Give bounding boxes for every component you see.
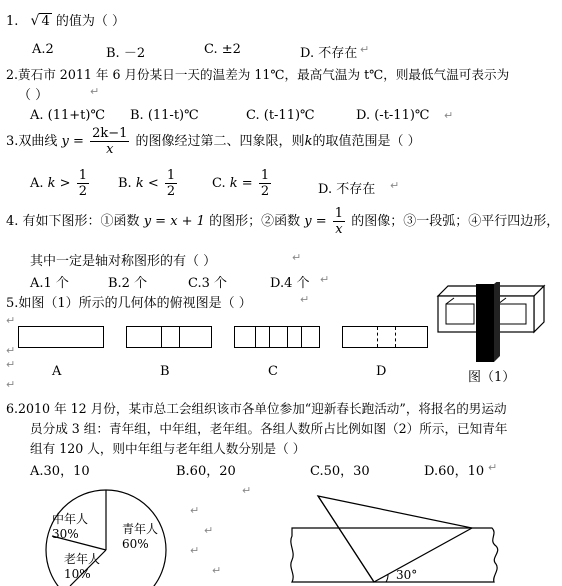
- q1-option-c: C. ±2: [204, 42, 241, 57]
- q4-line2: 其中一定是轴对称图形的有（ ）: [30, 254, 217, 269]
- q3-text: 的图像经过第二、四象限，则: [135, 134, 305, 149]
- return-mark: ↵: [360, 43, 370, 56]
- geometric-solid-figure: [432, 282, 554, 364]
- q4-stem: [6, 206, 559, 237]
- return-mark: ↵: [204, 524, 214, 537]
- q2-option-c: C. (t-11)℃: [246, 108, 315, 123]
- return-mark: ↵: [292, 251, 302, 264]
- q4-option-b: B.2 个: [108, 276, 148, 291]
- return-mark: ↵: [190, 504, 200, 517]
- q1-option-d: D. 不存在: [300, 46, 358, 61]
- q4-option-a: A.1 个: [30, 276, 69, 291]
- angle-label: 30°: [396, 568, 418, 582]
- q1-option-b: B. －2: [106, 46, 146, 61]
- return-mark: ↵: [6, 358, 16, 371]
- q2-line1: 2.黄石市 2011 年 6 月份某日一天的温差为 11℃，最高气温为 t℃，则最低气温可表示为: [6, 67, 510, 82]
- function-2: y =: [304, 214, 327, 229]
- q5-stem: 5.如图（1）所示的几何体的俯视图是（ ）: [6, 296, 252, 311]
- option-a-top-view: [18, 326, 104, 348]
- return-mark: ↵: [6, 314, 16, 327]
- q4-text: 的图形；②函数: [209, 214, 301, 229]
- sqrt-expression: √ 4: [30, 13, 50, 29]
- fraction-numerator: 2k−1: [92, 126, 128, 141]
- half-fraction: $\frac{1}{2}$: [260, 168, 270, 199]
- label-c: C: [268, 364, 278, 379]
- q1-question-text: 的值为（ ）: [55, 14, 126, 29]
- half-fraction: $\frac{1}{2}$: [78, 168, 87, 199]
- return-mark: ↵: [190, 544, 200, 557]
- return-mark: ↵: [444, 109, 454, 122]
- return-mark: ↵: [6, 344, 16, 357]
- q3-fraction: [90, 126, 129, 157]
- fraction-denominator: x: [106, 142, 114, 157]
- q6-option-d: D.60，10: [424, 464, 485, 479]
- return-mark: ↵: [90, 85, 100, 98]
- q2-option-a: A. (11+t)℃: [30, 108, 105, 123]
- radicand: 4: [41, 14, 50, 29]
- q4-option-c: C.3 个: [188, 276, 228, 291]
- q6-line3: 组有 120 人，则中年组与老年组人数分别是（ ）: [30, 441, 306, 456]
- return-mark: ↵: [212, 564, 222, 577]
- q1-stem: [6, 10, 125, 29]
- option-b-top-view: [126, 326, 212, 348]
- pie-label-middle-aged: 中年人 30%: [52, 512, 89, 541]
- pie-label-youth: 青年人 60%: [122, 522, 159, 551]
- q3-prefix: 3.双曲线: [6, 134, 58, 149]
- return-mark: ↵: [300, 293, 310, 306]
- half-fraction: $\frac{1}{2}$: [166, 168, 176, 199]
- q3-option-b: B. k < $\frac{1}{2}$: [118, 168, 176, 199]
- label-d: D: [376, 364, 387, 379]
- q4-option-d: D.4 个: [270, 276, 310, 291]
- return-mark: ↵: [320, 273, 330, 286]
- return-mark: ↵: [6, 378, 16, 391]
- q1-option-a: A.2: [32, 42, 54, 57]
- q6-option-c: C.50，30: [310, 464, 370, 479]
- return-mark: ↵: [390, 179, 400, 192]
- function-1: y = x + 1: [143, 214, 205, 229]
- q3-option-c: C. k = $\frac{1}{2}$: [212, 168, 270, 199]
- q4-text-end: 的图像；③一段弧；④平行四边形，: [351, 214, 560, 229]
- q6-option-b: B.60，20: [176, 464, 236, 479]
- q2-option-d: D. (-t-11)℃: [356, 108, 430, 123]
- label-b: B: [160, 364, 170, 379]
- q3-option-d: D. 不存在: [318, 182, 376, 197]
- q4-prefix: 4. 有如下图形：①函数: [6, 214, 140, 229]
- q4-fraction: $\frac{1}{x}$: [334, 206, 344, 237]
- return-mark: ↵: [488, 461, 498, 474]
- figure-1-caption: 图（1）: [468, 370, 516, 385]
- var-k: k: [304, 134, 313, 149]
- q2-option-b: B. (11-t)℃: [130, 108, 199, 123]
- pie-label-elderly: 老年人 10%: [64, 552, 101, 581]
- q6-line2: 员分成 3 组：青年组，中年组，老年组。各组人数所占比例如图（2）所示，已知青年: [30, 421, 508, 436]
- q1-number: 1.: [6, 14, 19, 29]
- q6-line1: 6.2010 年 12 月份，某市总工会组织该市各单位参加“迎新春长跑活动”，将报名的男运动: [6, 401, 507, 416]
- q6-option-a: A.30，10: [30, 464, 90, 479]
- q3-option-a: A. k > $\frac{1}{2}$: [30, 168, 87, 199]
- return-mark: ↵: [242, 484, 252, 497]
- q3-stem: [6, 126, 421, 157]
- q2-line2: （ ）: [18, 88, 49, 103]
- var-y: y: [61, 134, 69, 149]
- option-d-top-view: [342, 326, 428, 348]
- option-c-top-view: [234, 326, 320, 348]
- label-a: A: [52, 364, 62, 379]
- q3-text-end: 的取值范围是（ ）: [312, 134, 421, 149]
- equals-sign: =: [73, 134, 84, 149]
